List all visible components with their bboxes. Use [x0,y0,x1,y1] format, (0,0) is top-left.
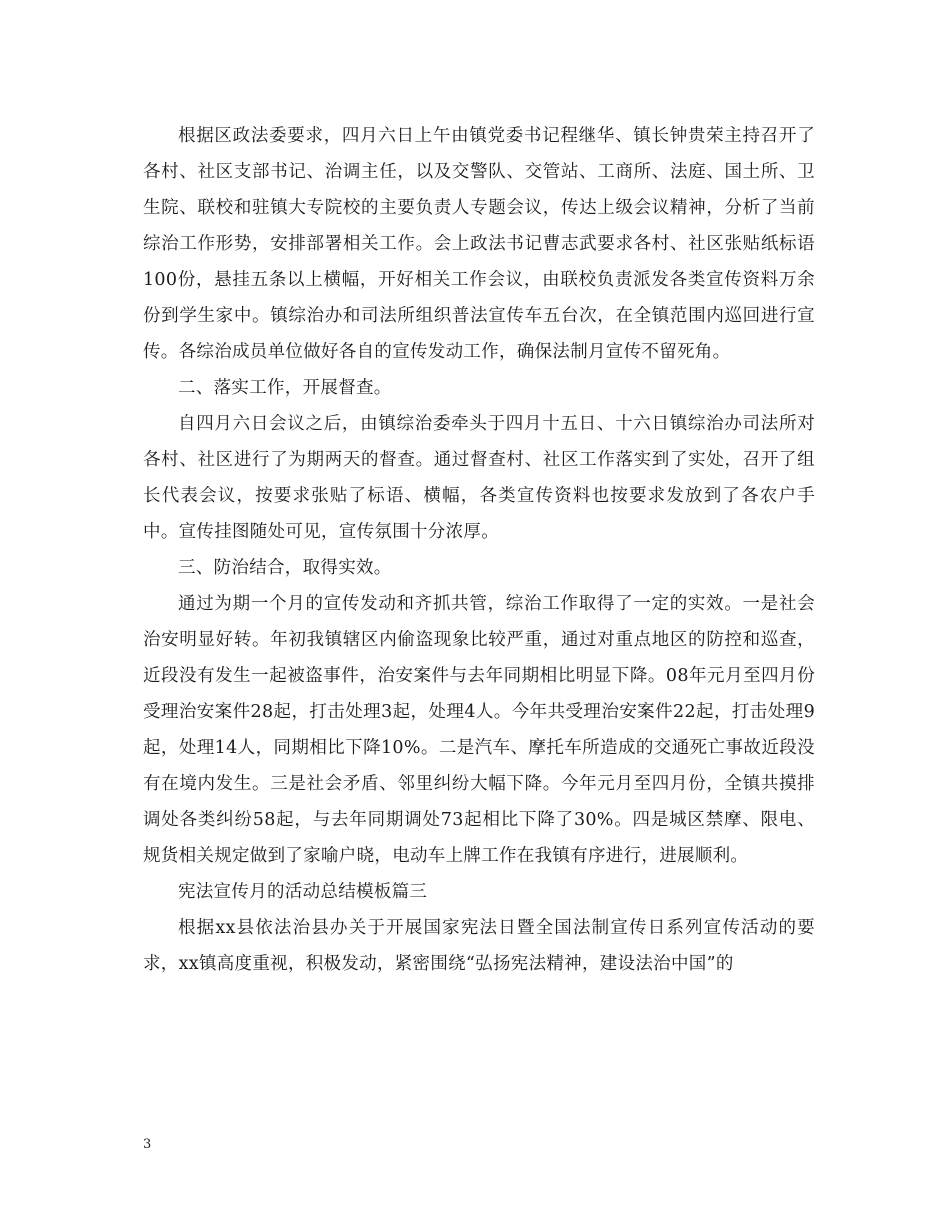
paragraph-supervision: 自四月六日会议之后，由镇综治委牵头于四月十五日、十六日镇综治办司法所对各村、社区进行了为期两天的督查。通过督查村、社区工作落实到了实处，召开了组长代表会议，按要求张贴了标语、横幅，各类宣传资料也按要求发放到了各农户手中。宣传挂图随处可见，宣传氛围十分浓厚。 [143,414,815,542]
paragraph-results: 通过为期一个月的宣传发动和齐抓共管，综治工作取得了一定的实效。一是社会治安明显好转。年初我镇辖区内偷盗现象比较严重，通过对重点地区的防控和巡查，近段没有发生一起被盗事件，治安案件与去年同期相比明显下降。08年元月至四月份受理治安案件28起，打击处理3起，处理4人。今年共受理治安案件22起，打击处理9起，处理14人，同期相比下降10%。二是汽车、摩托车所造成的交通死亡事故近段没有在境内发生。三是社会矛盾、邻里纠纷大幅下降。今年元月至四月份，全镇共摸排调处各类纠纷58起，与去年同期调处73起相比下降了30%。四是城区禁摩、限电、规货相关规定做到了家喻户晓，电动车上牌工作在我镇有序进行，进展顺利。 [143,594,815,866]
section-heading-implementation: 二、落实工作，开展督查。 [178,378,392,398]
section-heading-results: 三、防治结合，取得实效。 [178,558,392,578]
template-title-part-three: 宪法宣传月的活动总结模板篇三 [178,882,428,902]
document-body [143,118,815,982]
paragraph-part-three-intro: 根据xx县依法治县办关于开展国家宪法日暨全国法制宣传日系列宣传活动的要求，xx镇高度重视，积极发动，紧密围绕“弘扬宪法精神，建设法治中国”的 [143,918,815,974]
paragraph-meeting-arrangement: 根据区政法委要求，四月六日上午由镇党委书记程继华、镇长钟贵荣主持召开了各村、社区支部书记、治调主任，以及交警队、交管站、工商所、法庭、国土所、卫生院、联校和驻镇大专院校的主要负责人专题会议，传达上级会议精神，分析了当前综治工作形势，安排部署相关工作。会上政法书记曹志武要求各村、社区张贴纸标语100份，悬挂五条以上横幅，开好相关工作会议，由联校负责派发各类宣传资料万余份到学生家中。镇综治办和司法所组织普法宣传车五台次，在全镇范围内巡回进行宣传。各综治成员单位做好各自的宣传发动工作，确保法制月宣传不留死角。 [143,126,815,362]
page-number: 3 [143,1137,152,1152]
